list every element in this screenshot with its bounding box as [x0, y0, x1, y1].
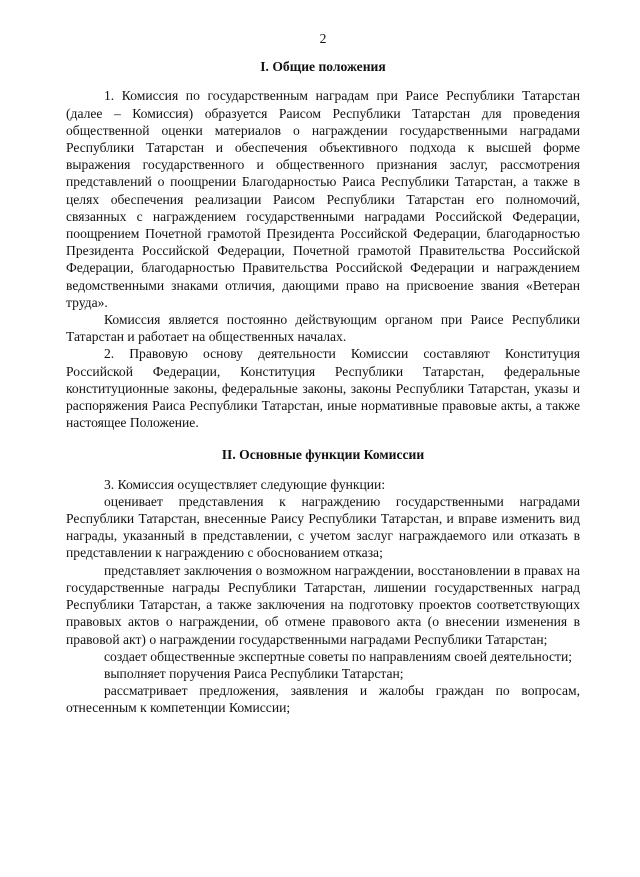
paragraph: Комиссия является постоянно действующим органом при Раисе Республики Татарстан и работает на общественных началах. — [66, 312, 580, 345]
paragraph: выполняет поручения Раиса Республики Татарстан; — [104, 665, 404, 681]
page-number: 2 — [319, 31, 327, 46]
section-title-general-provisions: I. Общие положения — [260, 59, 386, 75]
section-title-main-functions: II. Основные функции Комиссии — [221, 447, 425, 463]
paragraph: 3. Комиссия осуществляет следующие функции: — [104, 476, 386, 492]
paragraph: 2. Правовую основу деятельности Комиссии составляют Конституция Российской Федерации, Конституция Республики Татарстан, федеральные конституционные законы, федеральные законы, законы Республики Татарстан, указы и распоряжения Раиса Республики Татарстан, иные нормативные правовые акты, а также настоящее Положение. — [66, 346, 580, 431]
paragraph: представляет заключения о возможном награждении, восстановлении в правах на государственные награды Республики Татарстан, лишении государственных наград Республики Татарстан, а также заключения на подготовку проектов соответствующих правовых актов о награждении, об отмене правового акта (о внесении изменения в правовой акт) о награждении государственными наградами Республики Татарстан; — [66, 562, 580, 647]
paragraph: 1. Комиссия по государственным наградам при Раисе Республики Татарстан (далее – Комиссия) образуется Раисом Республики Татарстан для проведения общественной оценки материалов о награждении государственными наградами Республики Татарстан и обеспечения объективного подхода к высшей форме выражения государственного и общественного признания заслуг, рассмотрения представлений о поощрении Благодарностью Раиса Республики Татарстан, а также в целях обеспечения реализации Раисом Республики Татарстан его полномочий, связанных с награждением государственными наградами Российской Федерации, поощрением Почетной грамотой Президента Российской Федерации, благодарностью Президента Российской Федерации, Почетной грамотой Правительства Российской Федерации, благодарностью Правительства Российской Федерации и награждением ведомственными знаками отличия, дающими право на присвоение звания «Ветеран труда». — [66, 88, 580, 310]
paragraph: создает общественные экспертные советы по направлениям своей деятельности; — [104, 648, 572, 664]
paragraph: рассматривает предложения, заявления и жалобы граждан по вопросам, отнесенным к компетенции Комиссии; — [66, 683, 580, 716]
paragraph: оценивает представления к награждению государственными наградами Республики Татарстан, внесенные Раису Республики Татарстан, и вправе изменить вид награды, указанный в представлении, с учетом заслуг награждаемого или отказать в представлении к награждению с обоснованием отказа; — [66, 493, 580, 561]
